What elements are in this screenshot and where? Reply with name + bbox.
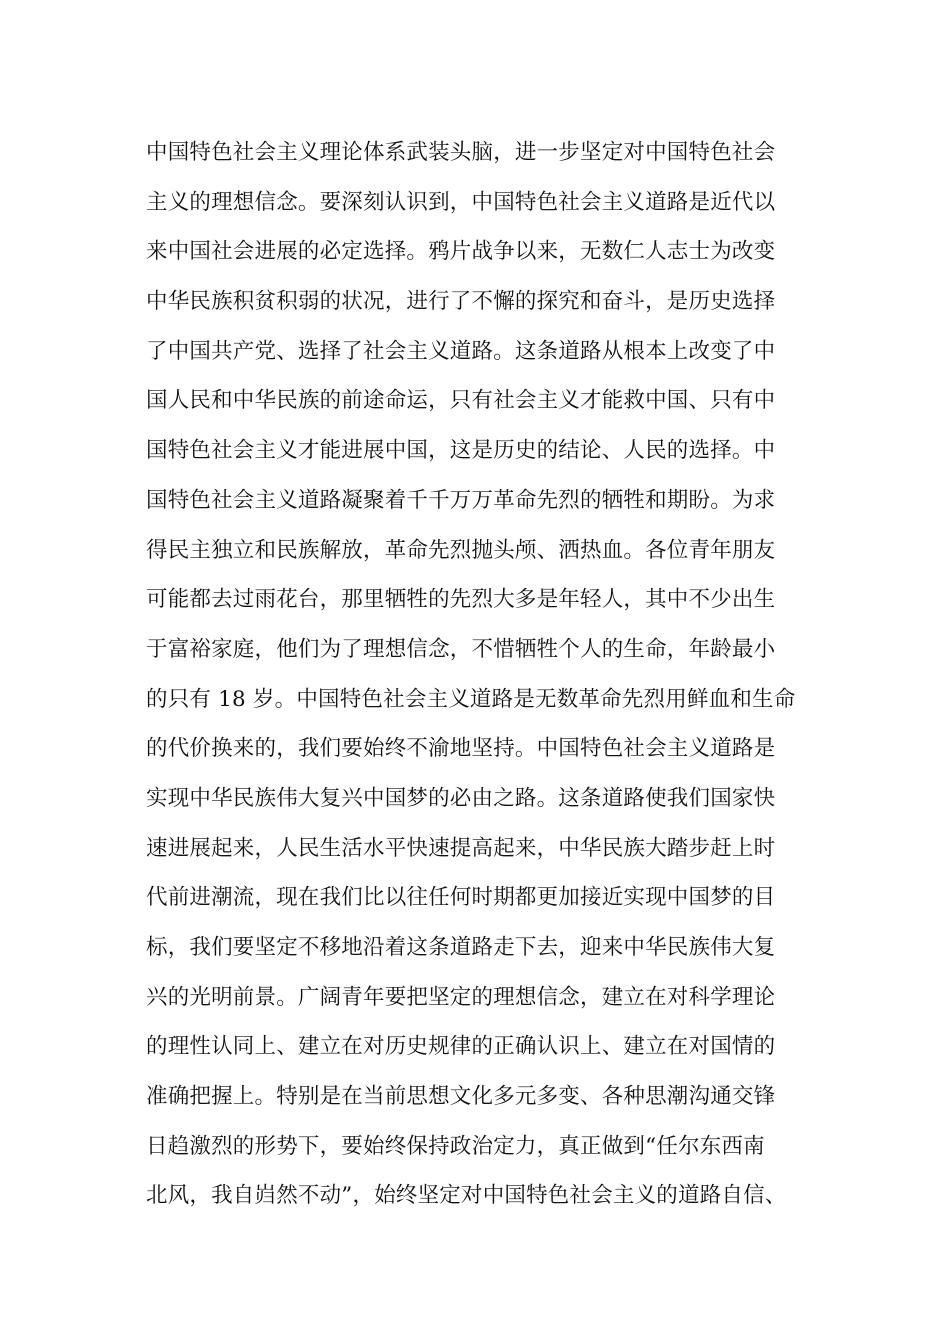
text-line: 的理性认同上、建立在对历史规律的正确认识上、建立在对国情的	[146, 1034, 776, 1060]
text-line: 主义的理想信念。要深刻认识到，中国特色社会主义道路是近代以	[146, 189, 776, 215]
text-line: 的只有 18 岁。中国特色社会主义道路是无数革命先烈用鲜血和生命	[146, 686, 796, 712]
text-line: 实现中华民族伟大复兴中国梦的必由之路。这条道路使我们国家快	[146, 785, 776, 811]
text-line: 日趋激烈的形势下，要始终保持政治定力，真正做到“任尔东西南	[146, 1133, 765, 1159]
text-line: 国特色社会主义道路凝聚着千千万万革命先烈的牺牲和期盼。为求	[146, 487, 776, 513]
text-line: 中国特色社会主义理论体系武装头脑，进一步坚定对中国特色社会	[146, 140, 776, 165]
text-line: 可能都去过雨花台，那里牺牲的先烈大多是年轻人，其中不少出生	[146, 587, 776, 613]
text-line: 中华民族积贫积弱的状况，进行了不懈的探究和奋斗，是历史选择	[146, 289, 776, 315]
text-line: 北风，我自岿然不动”，始终坚定对中国特色社会主义的道路自信、	[146, 1183, 787, 1209]
text-line: 代前进潮流，现在我们比以往任何时期都更加接近实现中国梦的目	[146, 885, 776, 911]
text-line: 准确把握上。特别是在当前思想文化多元多变、各种思潮沟通交锋	[146, 1084, 776, 1110]
text-line: 国特色社会主义才能进展中国，这是历史的结论、人民的选择。中	[146, 438, 776, 464]
text-line: 兴的光明前景。广阔青年要把坚定的理想信念，建立在对科学理论	[146, 984, 776, 1010]
text-line: 来中国社会进展的必定选择。鸦片战争以来，无数仁人志士为改变	[146, 239, 776, 265]
text-line: 的代价换来的，我们要始终不渝地坚持。中国特色社会主义道路是	[146, 736, 776, 762]
text-line: 了中国共产党、选择了社会主义道路。这条道路从根本上改变了中	[146, 338, 776, 364]
body-paragraph	[146, 128, 826, 1221]
text-line: 于富裕家庭，他们为了理想信念，不惜牺牲个人的生命，年龄最小	[146, 636, 776, 662]
text-line: 得民主独立和民族解放，革命先烈抛头颅、洒热血。各位青年朋友	[146, 537, 776, 563]
text-line: 国人民和中华民族的前途命运，只有社会主义才能救中国、只有中	[146, 388, 776, 414]
text-line: 速进展起来，人民生活水平快速提高起来，中华民族大踏步赶上时	[146, 835, 776, 861]
text-line: 标，我们要坚定不移地沿着这条道路走下去，迎来中华民族伟大复	[146, 935, 776, 960]
